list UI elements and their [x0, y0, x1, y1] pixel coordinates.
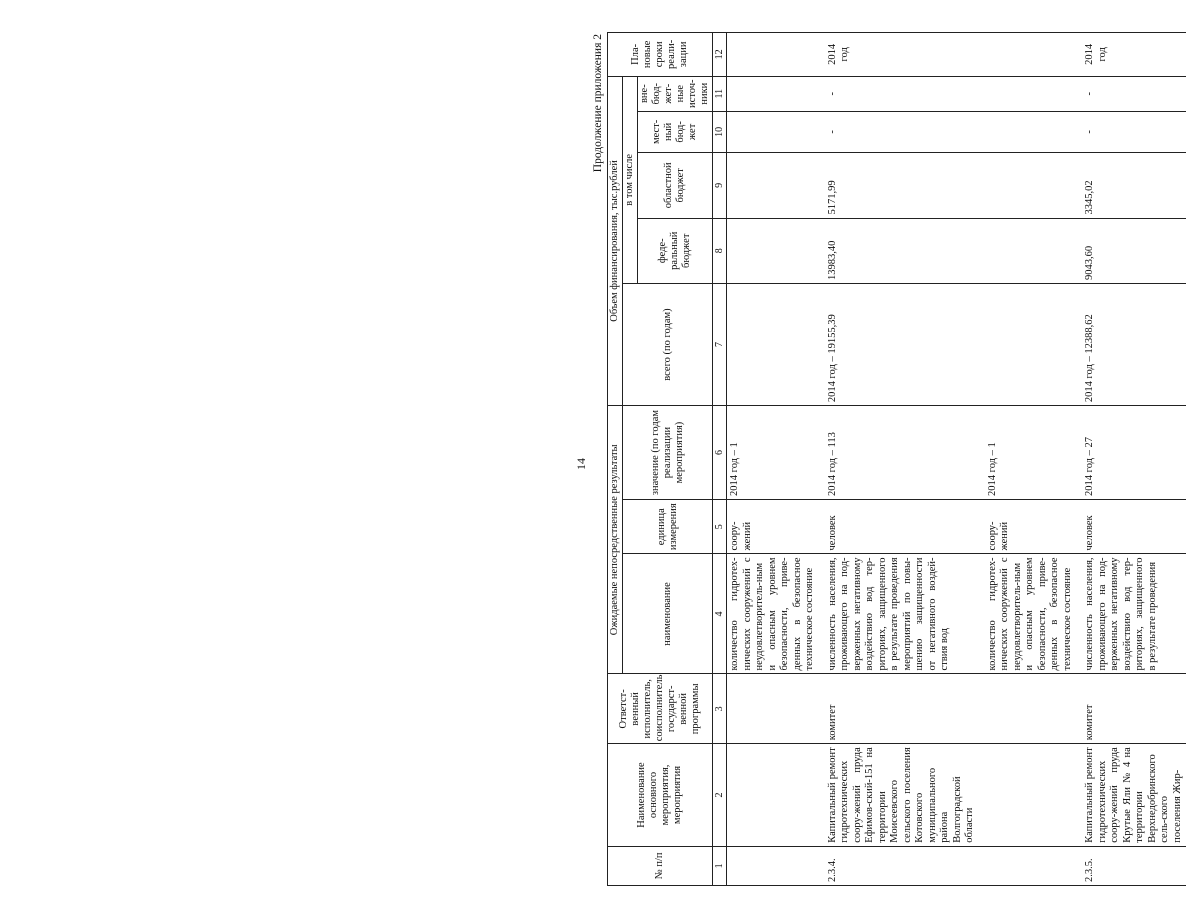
header-regional: областной бюджет: [638, 153, 713, 218]
cell-measure-name: Капитальный ремонт гидротехнических соору-жений пруда Ефимов-ский-151 на территории Моисеевского сельского поселения Котовского муниципального района Волгоградской области: [825, 744, 979, 847]
cell-responsible: [985, 674, 1077, 744]
cell-period: 2014 год: [1082, 33, 1186, 77]
appendix-subtitle: Продолжение приложения 2: [592, 34, 604, 173]
cell-result-name: численность населения, проживающего на под-верженных негативному воздействию вод тер-риториях, защищенного в результате проведения: [1082, 554, 1186, 674]
col-number: 1: [713, 846, 727, 885]
table-row: [825, 33, 979, 886]
cell-responsible: комитет: [1082, 674, 1186, 744]
header-result-value: значение (по годам реализации мероприятия): [623, 406, 713, 500]
cell-local: [985, 111, 1077, 152]
col-number: 3: [713, 674, 727, 744]
table-header: [608, 33, 727, 886]
header-num: № п/п: [608, 846, 713, 885]
cell-local: -: [1082, 111, 1186, 152]
table-body: [727, 33, 1186, 886]
col-number: 11: [713, 76, 727, 111]
cell-regional: [985, 153, 1077, 218]
header-result-unit: единица измерения: [623, 499, 713, 554]
col-number: 4: [713, 554, 727, 674]
cell-federal: [985, 218, 1077, 283]
cell-regional: [727, 153, 819, 218]
cell-measure-name: [985, 744, 1077, 847]
cell-total: [985, 283, 1077, 405]
cell-result-value: 2014 год – 27: [1082, 406, 1186, 500]
cell-result-unit: соору-жений: [727, 499, 819, 554]
col-number: 10: [713, 111, 727, 152]
cell-local: -: [825, 111, 979, 152]
page-number: 14: [574, 458, 588, 470]
cell-result-value: 2014 год – 1: [985, 406, 1077, 500]
cell-extra-budget: -: [825, 76, 979, 111]
table-row: [727, 33, 819, 886]
table-row: [1082, 33, 1186, 886]
cell-measure-name: Капитальный ремонт гидротехнических соору-жений пруда Крутые Яли № 4 на территории Верхнедобринского сель-ского поселения Жир-: [1082, 744, 1186, 847]
cell-num: 2.3.5.: [1082, 846, 1186, 885]
cell-num: 2.3.4.: [825, 846, 979, 885]
cell-measure-name: [727, 744, 819, 847]
cell-result-unit: человек: [1082, 499, 1186, 554]
cell-total: 2014 год – 12388,62: [1082, 283, 1186, 405]
cell-result-name: количество гидротех-нических сооружений с неудовлетворитель-ным и опасным уровнем безопасности, приве-денных в безопасное техническое состояние: [727, 554, 819, 674]
header-period: Пла-новые сроки реали-зации: [608, 33, 713, 77]
col-number: 2: [713, 744, 727, 847]
col-number: 8: [713, 218, 727, 283]
cell-result-value: 2014 год – 113: [825, 406, 979, 500]
header-result-name: наименование: [623, 554, 713, 674]
cell-result-unit: человек: [825, 499, 979, 554]
cell-federal: 9043,60: [1082, 218, 1186, 283]
col-number: 9: [713, 153, 727, 218]
cell-total: 2014 год – 19155,39: [825, 283, 979, 405]
col-number: 12: [713, 33, 727, 77]
cell-extra-budget: [727, 76, 819, 111]
cell-total: [727, 283, 819, 405]
cell-responsible: [727, 674, 819, 744]
rotated-page-content: [24, 28, 1183, 888]
header-responsible: Ответст-венный исполнитель, соисполнитель государст-венной программы: [608, 674, 713, 744]
cell-result-name: численность населения, проживающего на под-верженных негативному воздействию вод тер-риториях, защищенного в результате проведения мероприятий по повы-шению защищенности от негативного воздей-ствия вод: [825, 554, 979, 674]
col-number: 7: [713, 283, 727, 405]
header-measure-name: Наименование основного мероприятия, мероприятия: [608, 744, 713, 847]
header-expected-results: Ожидаемые непосредственные результаты: [608, 406, 623, 674]
cell-result-name: количество гидротех-нических сооружений с неудовлетворитель-ным и опасным уровнем безопасности, приве-денных в безопасное техническое состояние: [985, 554, 1077, 674]
cell-responsible: комитет: [825, 674, 979, 744]
program-measures-table: [607, 32, 1186, 886]
header-federal: феде-ральный бюджет: [638, 218, 713, 283]
cell-federal: 13983,40: [825, 218, 979, 283]
cell-period: 2014 год: [825, 33, 979, 77]
column-number-row: [713, 33, 727, 886]
cell-num: [727, 846, 819, 885]
cell-extra-budget: -: [1082, 76, 1186, 111]
cell-extra-budget: [985, 76, 1077, 111]
header-including: в том числе: [623, 76, 638, 283]
table-row: [985, 33, 1077, 886]
cell-local: [727, 111, 819, 152]
col-number: 5: [713, 499, 727, 554]
cell-regional: 5171,99: [825, 153, 979, 218]
cell-period: [727, 33, 819, 77]
cell-regional: 3345,02: [1082, 153, 1186, 218]
header-extra-budget: вне-бюд-жет-ные источ-ники: [638, 76, 713, 111]
col-number: 6: [713, 406, 727, 500]
cell-num: [985, 846, 1077, 885]
cell-result-unit: соору-жений: [985, 499, 1077, 554]
cell-federal: [727, 218, 819, 283]
header-funding: Объем финансирования, тыс.рублей: [608, 76, 623, 405]
cell-period: [985, 33, 1077, 77]
header-local: мест-ный бюд-жет: [638, 111, 713, 152]
header-total: всего (по годам): [623, 283, 713, 405]
cell-result-value: 2014 год – 1: [727, 406, 819, 500]
